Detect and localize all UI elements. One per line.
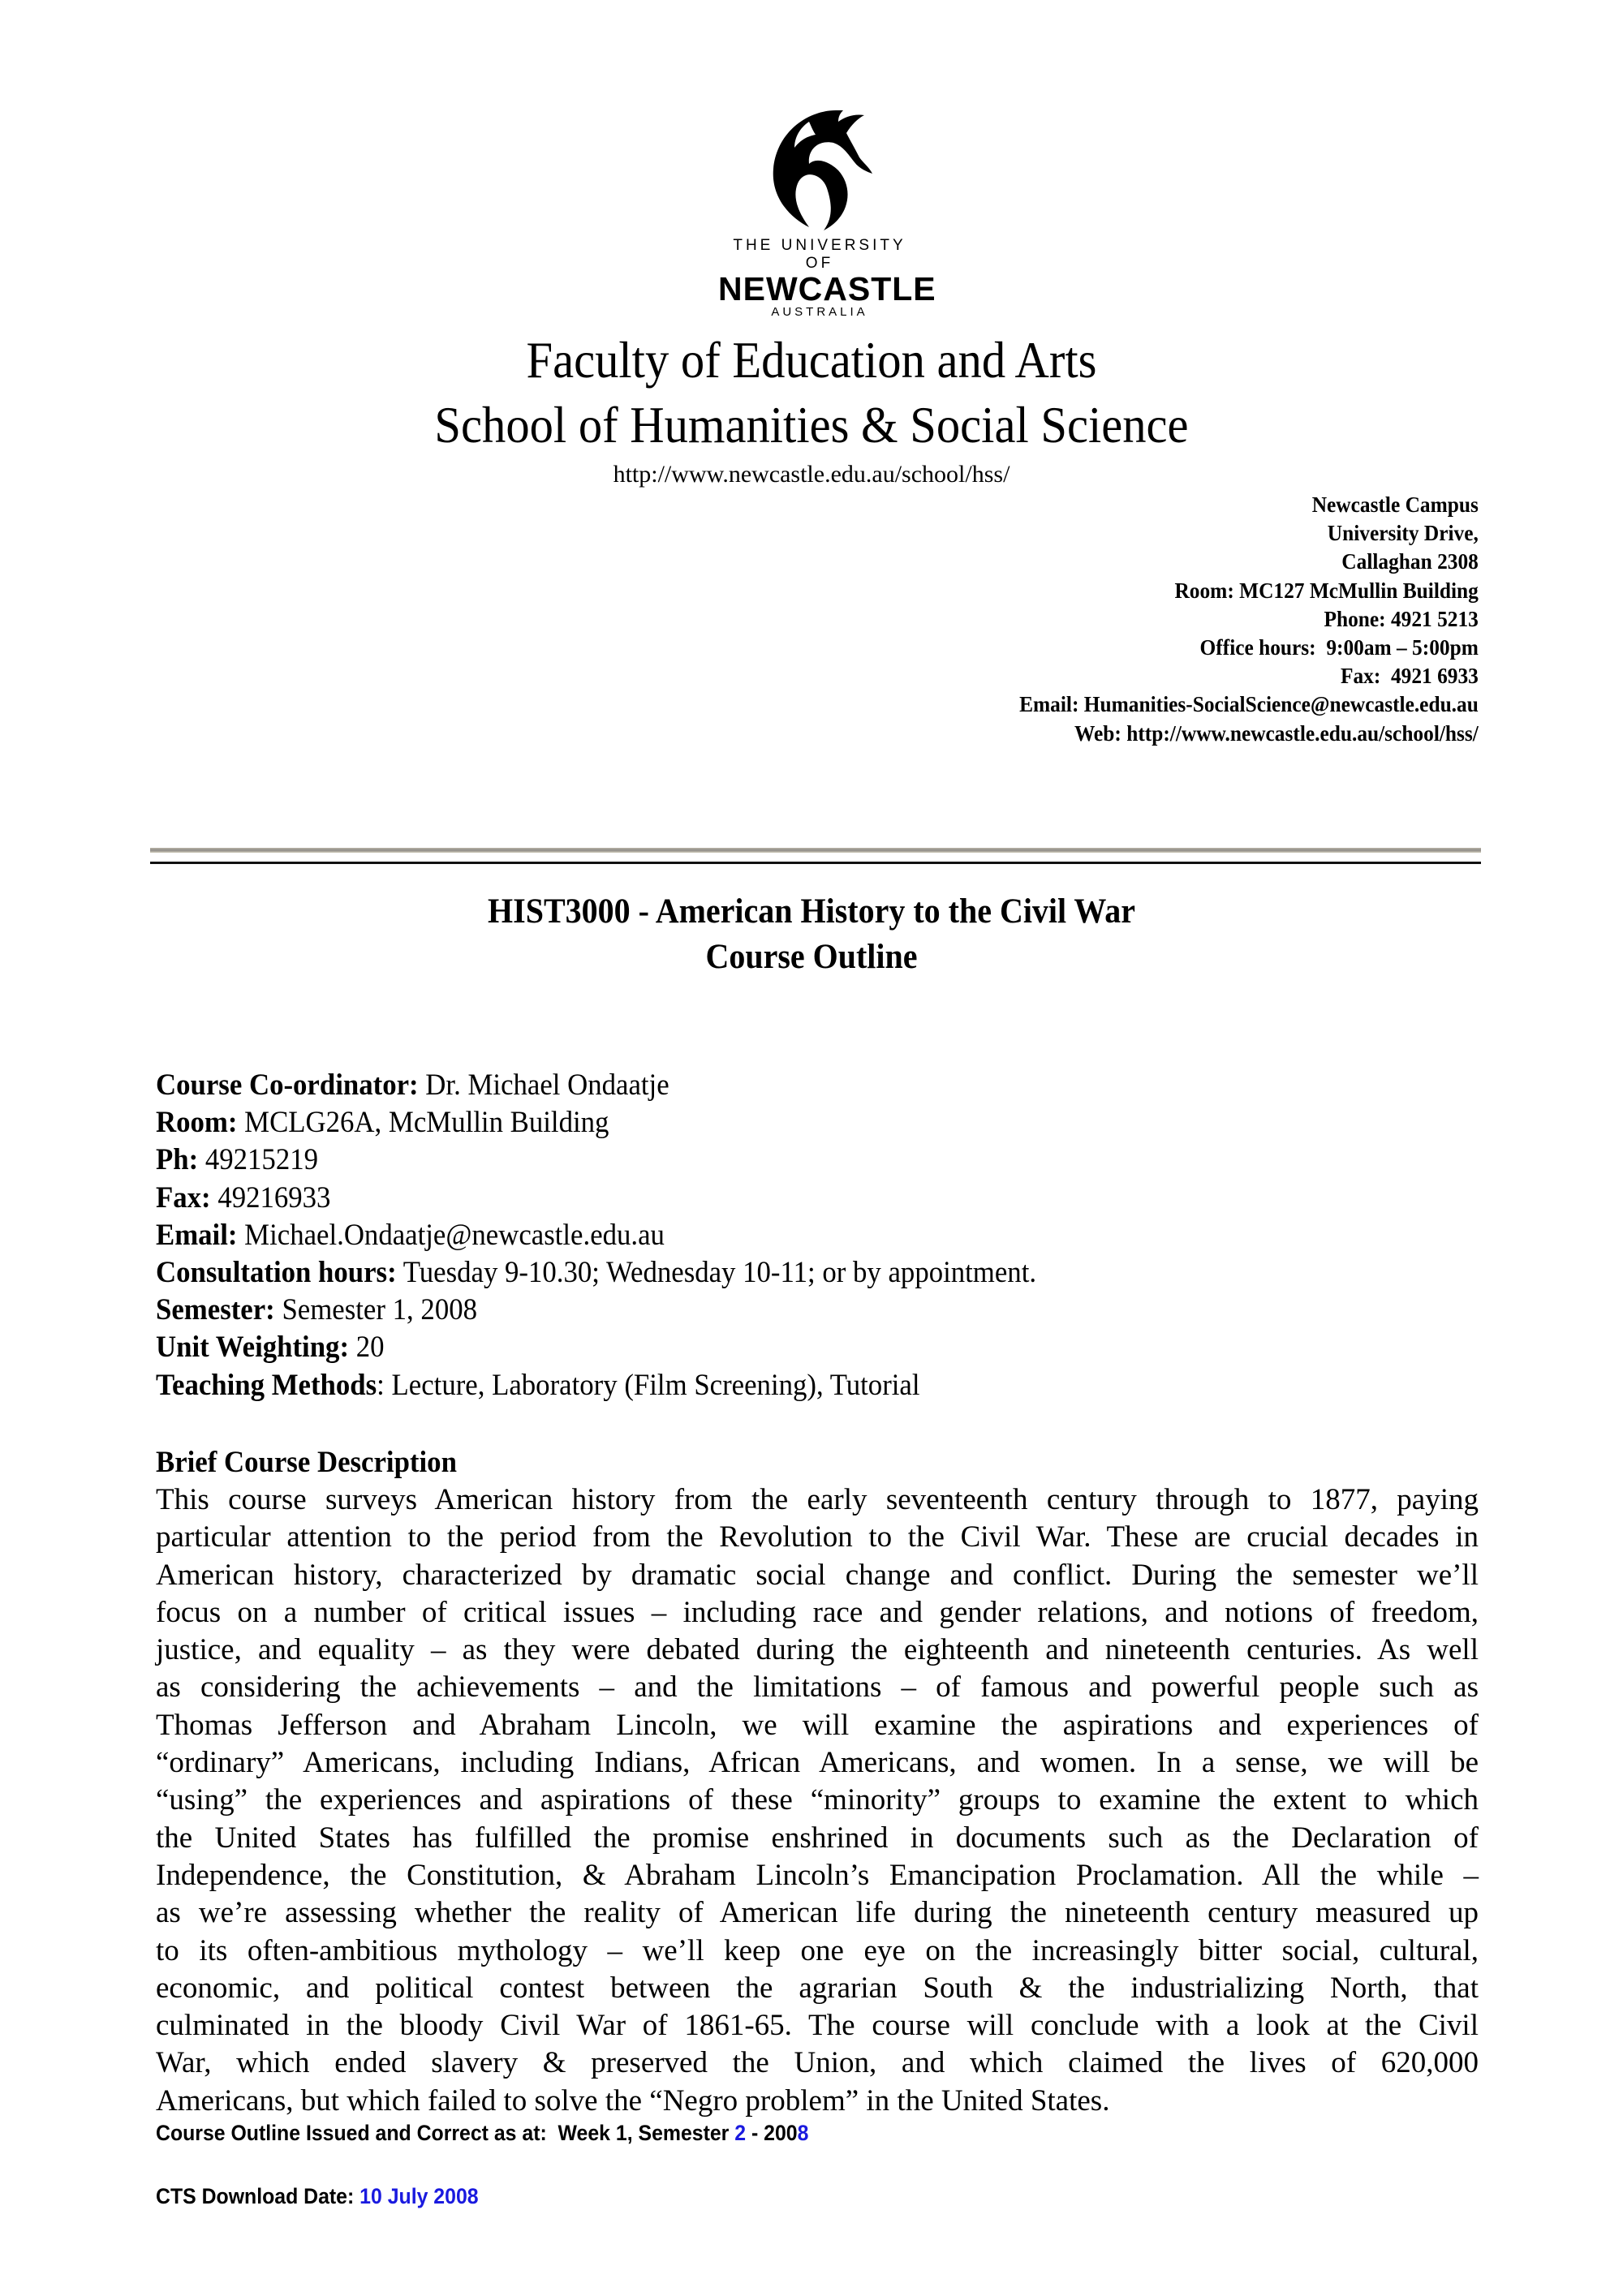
issued-year-digit: 8 [797, 2121, 809, 2145]
description-line: particular attention to the period from the Revolution to the Civil War. These are crucial decades in [156, 1520, 1479, 1554]
cts-label: CTS Download Date: [156, 2184, 360, 2208]
detail-phone [156, 1142, 1036, 1179]
detail-value: 49216933 [210, 1180, 331, 1215]
detail-value: 49215219 [198, 1143, 318, 1177]
address-line: Phone: 4921 5213 [1324, 606, 1479, 631]
description-heading: Brief Course Description [156, 1446, 457, 1479]
detail-email-link[interactable]: Michael.Ondaatje@newcastle.edu.au [237, 1218, 665, 1252]
school-title: School of Humanities & Social Science [434, 397, 1189, 454]
logo-line-2: NEWCASTLE [718, 270, 936, 307]
description-line: culminated in the bloody Civil War of 1861-65. The course will conclude with a look at the Civil [156, 2009, 1479, 2043]
detail-fax [156, 1180, 1036, 1217]
address-line: Newcastle Campus [1311, 492, 1479, 517]
address-email-link[interactable]: Email: Humanities-SocialScience@newcastle.edu.au [1019, 692, 1479, 717]
description-line: Thomas Jefferson and Abraham Lincoln, we will examine the aspirations and experiences of [156, 1708, 1479, 1742]
detail-label: Course Co-ordinator: [156, 1068, 419, 1102]
detail-value: Semester 1, 2008 [274, 1293, 477, 1327]
detail-consultation [156, 1254, 1036, 1292]
cts-date: 10 July 2008 [359, 2184, 479, 2208]
detail-semester [156, 1292, 1036, 1329]
detail-value: Dr. Michael Ondaatje [418, 1068, 669, 1102]
address-line: Callaghan 2308 [1341, 549, 1479, 574]
address-line: Office hours: 9:00am – 5:00pm [1199, 635, 1479, 660]
detail-room [156, 1104, 1036, 1142]
detail-teaching-methods [156, 1367, 1036, 1404]
issued-prefix: Course Outline Issued and Correct as at: Week 1, Semester [156, 2121, 735, 2145]
description-line: Independence, the Constitution, & Abraham Lincoln’s Emancipation Proclamation. All the while – [156, 1858, 1479, 1892]
description-line: to its often-ambitious mythology – we’ll keep one eye on the increasingly bitter social, cultural, [156, 1933, 1479, 1967]
detail-email [156, 1217, 1036, 1254]
divider-black [150, 862, 1481, 864]
course-details [156, 1067, 1092, 1404]
address-line: Room: MC127 McMullin Building [1174, 578, 1479, 603]
detail-value: Tuesday 9-10.30; Wednesday 10-11; or by appointment. [396, 1256, 1037, 1290]
issued-semester: 2 [734, 2121, 747, 2145]
divider-gray [150, 848, 1481, 853]
description-line: War, which ended slavery & preserved the Union, and which claimed the lives of 620,000 [156, 2046, 1479, 2080]
description-line: economic, and political contest between the agrarian South & the industrializing North, that [156, 1971, 1479, 2005]
cts-download-date [156, 2182, 479, 2210]
detail-label: Fax: [156, 1180, 211, 1215]
address-block [990, 491, 1479, 748]
course-subtitle: Course Outline [705, 938, 918, 976]
detail-value: 20 [349, 1331, 385, 1365]
description-line: the United States has fulfilled the promise enshrined in documents such as the Declaration of [156, 1821, 1479, 1855]
issued-notice [156, 2119, 808, 2147]
description-line: as we’re assessing whether the reality of American life during the nineteenth century measured up [156, 1896, 1479, 1930]
course-title: HIST3000 - American History to the Civil War [488, 892, 1135, 931]
description-line: as considering the achievements – and the limitations – of famous and powerful people such as [156, 1670, 1479, 1705]
description-paragraph [156, 1481, 1479, 2120]
description-line: Americans, but which failed to solve the “Negro problem” in the United States. [156, 2083, 1110, 2118]
detail-label: Consultation hours: [156, 1256, 397, 1290]
detail-label: Ph: [156, 1143, 199, 1177]
address-web-link[interactable]: Web: http://www.newcastle.edu.au/school/hss/ [1074, 720, 1479, 746]
address-line: Fax: 4921 6933 [1341, 664, 1479, 689]
detail-coordinator [156, 1067, 1036, 1104]
detail-label: Semester: [156, 1293, 275, 1327]
description-line: This course surveys American history from the early seventeenth century through to 1877, paying [156, 1483, 1479, 1516]
faculty-title: Faculty of Education and Arts [526, 332, 1097, 389]
seahorse-emblem-icon [759, 104, 880, 234]
description-line: justice, and equality – as they were debated during the eighteenth and nineteenth centuries. As well [156, 1633, 1479, 1667]
university-logo [718, 104, 936, 319]
issued-mid: - 200 [746, 2121, 798, 2145]
detail-label: Email: [156, 1218, 238, 1252]
address-line: University Drive, [1327, 521, 1479, 546]
detail-value: : Lecture, Laboratory (Film Screening), Tutorial [377, 1368, 920, 1402]
detail-unit-weighting [156, 1329, 1036, 1366]
logo-line-1: THE UNIVERSITY OF [733, 237, 906, 272]
description-line: “ordinary” Americans, including Indians, African Americans, and women. In a sense, we will be [156, 1746, 1479, 1780]
detail-value: MCLG26A, McMullin Building [237, 1106, 609, 1140]
description-line: “using” the experiences and aspirations of these “minority” groups to examine the extent to which [156, 1783, 1479, 1817]
logo-line-3: AUSTRALIA [771, 305, 868, 319]
description-line: focus on a number of critical issues – including race and gender relations, and notions of freedom, [156, 1595, 1479, 1629]
detail-label: Unit Weighting: [156, 1331, 350, 1365]
description-line: American history, characterized by dramatic social change and conflict. During the semester we’ll [156, 1558, 1479, 1592]
detail-label: Teaching Methods [156, 1368, 377, 1402]
school-url-link[interactable]: http://www.newcastle.edu.au/school/hss/ [613, 461, 1010, 488]
detail-label: Room: [156, 1106, 238, 1140]
